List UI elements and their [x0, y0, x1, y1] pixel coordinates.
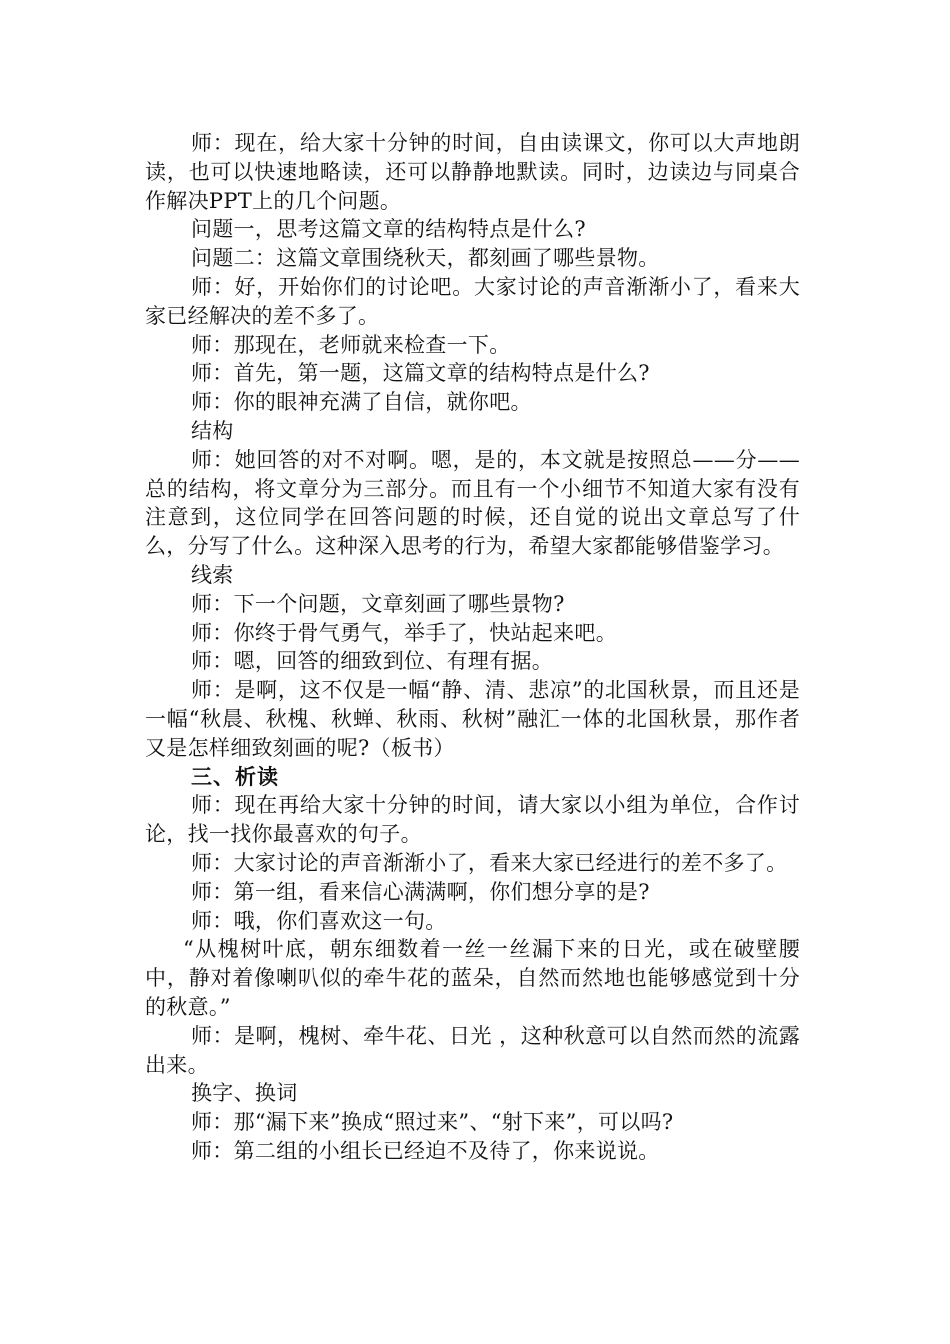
paragraph: 师：你的眼神充满了自信，就你吧。 [191, 390, 532, 415]
paragraph: 线索 [191, 562, 234, 587]
paragraph: 师：哦，你们喜欢这一句。 [191, 908, 447, 933]
paragraph: 师：第二组的小组长已经迫不及待了，你来说说。 [191, 1138, 660, 1163]
paragraph: 师：是啊，这不仅是一幅“静、清、悲凉”的北国秋景，而且还是一幅“秋晨、秋槐、秋蝉、秋雨、秋树”融汇一体的北国秋景，那作者又是怎样细致刻画的呢?（板书） [145, 678, 800, 760]
paragraph: 师：她回答的对不对啊。嗯，是的，本文就是按照总——分——总的结构，将文章分为三部分。而且有一个小细节不知道大家有没有注意到，这位同学在回答问题的时候，还自觉的说出文章总写了什么，分写了什么。这种深入思考的行为，希望大家都能够借鉴学习。 [145, 447, 800, 559]
paragraph: 师：你终于骨气勇气，举手了，快站起来吧。 [191, 620, 617, 645]
paragraph: 师：那现在，老师就来检查一下。 [191, 332, 511, 357]
paragraph: 换字、换词 [191, 1081, 298, 1106]
paragraph: 师：那“漏下来”换成“照过来”、“射下来”，可以吗? [191, 1110, 674, 1135]
paragraph: 师：嗯，回答的细致到位、有理有据。 [191, 649, 554, 674]
paragraph: 师：第一组，看来信心满满啊，你们想分享的是? [191, 879, 650, 904]
paragraph: 师：好，开始你们的讨论吧。大家讨论的声音渐渐小了，看来大家已经解决的差不多了。 [145, 274, 800, 328]
document-page [145, 129, 800, 1166]
paragraph: 问题一，思考这篇文章的结构特点是什么? [191, 217, 586, 242]
paragraph: 师：现在再给大家十分钟的时间，请大家以小组为单位，合作讨论，找一找你最喜欢的句子。 [145, 793, 800, 847]
paragraph: 师：下一个问题，文章刻画了哪些景物? [191, 591, 565, 616]
paragraph: 结构 [191, 418, 234, 443]
paragraph: 师：现在，给大家十分钟的时间，自由读课文，你可以大声地朗读，也可以快速地略读，还可以静静地默读。同时，边读边与同桌合作解决PPT上的几个问题。 [145, 131, 800, 213]
paragraph: 师：是啊，槐树、牵牛花、日光 ，这种秋意可以自然而然的流露出来。 [145, 1023, 800, 1077]
section-heading: 三、析读 [191, 764, 279, 789]
paragraph: 问题二：这篇文章围绕秋天，都刻画了哪些景物。 [191, 246, 660, 271]
quoted-passage: “从槐树叶底，朝东细数着一丝一丝漏下来的日光，或在破壁腰中，静对着像喇叭似的牵牛花的蓝朵，自然而然地也能够感觉到十分的秋意。” [145, 937, 800, 1019]
paragraph: 师：首先，第一题，这篇文章的结构特点是什么? [191, 361, 650, 386]
paragraph: 师：大家讨论的声音渐渐小了，看来大家已经进行的差不多了。 [191, 850, 788, 875]
